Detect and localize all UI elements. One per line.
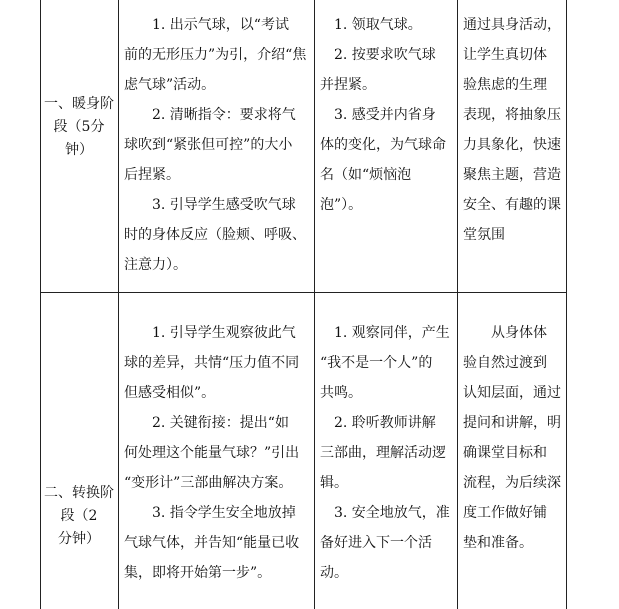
student-step: 2. 按要求吹气球: [334, 47, 436, 63]
intent-line: 确课堂目标和: [463, 445, 547, 461]
stage-line: 段（5分: [53, 119, 105, 135]
intent-line: 认知层面，通过: [463, 385, 561, 401]
intent-line: 安全、有趣的课: [463, 197, 561, 213]
intent-line: 度工作做好铺: [463, 505, 547, 521]
column-divider: [314, 0, 315, 609]
teacher-step: 前的无形压力”为引，介绍“焦: [124, 47, 307, 63]
stage-label-transition: [40, 482, 118, 551]
teacher-step: 时的身体反应（脸颊、呼吸、: [124, 227, 306, 243]
teacher-step: 球的差异，共情“压力值不同: [124, 355, 300, 371]
student-step: 辑。: [320, 475, 348, 491]
intent-line: 流程，为后续深: [463, 475, 561, 491]
student-step: 三部曲，理解活动逻: [320, 445, 446, 461]
teacher-step: 2. 清晰指令：要求将气: [152, 107, 296, 123]
stage-line: 一、暖身阶: [44, 96, 114, 112]
intent-line: 通过具身活动，: [463, 17, 561, 33]
teacher-step: 何处理这个能量气球？”引出: [124, 445, 300, 461]
intent-line: 垫和准备。: [463, 535, 533, 551]
student-step: 1. 观察同伴，产生: [334, 325, 450, 341]
teacher-step: 注意力）。: [124, 257, 187, 273]
design-intent-transition: [463, 318, 563, 558]
teacher-step: 2. 关键衔接：提出“如: [152, 415, 289, 431]
intent-line: 让学生真切体: [463, 47, 547, 63]
design-intent-warmup: [463, 10, 563, 250]
student-activities-warmup: [320, 10, 450, 220]
student-activities-transition: [320, 318, 450, 588]
teacher-activities-transition: [124, 318, 310, 588]
intent-line: 验焦虑的生理: [463, 77, 547, 93]
intent-line: 提问和讲解，明: [463, 415, 561, 431]
teacher-activities-warmup: [124, 10, 310, 280]
student-step: 并捏紧。: [320, 77, 376, 93]
student-step: 名（如“烦恼泡泡”）。: [320, 167, 412, 213]
row-divider: [40, 292, 567, 293]
teacher-step: 虑气球”活动。: [124, 77, 216, 93]
teacher-step: 1. 引导学生观察彼此气: [152, 325, 296, 341]
intent-line: 堂氛围: [463, 227, 505, 243]
teacher-step: 但感受相似”。: [124, 385, 216, 401]
intent-line: 力具象化，快速: [463, 137, 561, 153]
stage-line: 钟）: [65, 142, 93, 158]
column-divider: [457, 0, 458, 609]
table-border-right: [566, 0, 567, 609]
student-step: 2. 聆听教师讲解: [334, 415, 436, 431]
intent-line: 验自然过渡到: [463, 355, 547, 371]
stage-label-warmup: [40, 93, 118, 162]
student-step: “我不是一个人”的: [320, 355, 433, 371]
student-step: 备好进入下一个活: [320, 535, 432, 551]
teacher-step: 3. 引导学生感受吹气球: [152, 197, 296, 213]
teacher-step: 气球气体，并告知“能量已收: [124, 535, 300, 551]
teacher-step: 球吹到“紧张但可控”的大小: [124, 137, 293, 153]
student-step: 3. 感受并内省身: [334, 107, 436, 123]
student-step: 动。: [320, 565, 348, 581]
teacher-step: 1. 出示气球，以“考试: [152, 17, 289, 33]
intent-line: 聚焦主题，营造: [463, 167, 561, 183]
student-step: 体的变化，为气球命: [320, 137, 446, 153]
stage-line: 分钟）: [58, 531, 100, 547]
teacher-step: 后捏紧。: [124, 167, 180, 183]
student-step: 共鸣。: [320, 385, 362, 401]
column-divider: [118, 0, 119, 609]
student-step: 1. 领取气球。: [334, 17, 422, 33]
student-step: 3. 安全地放气，准: [334, 505, 450, 521]
teacher-step: 集，即将开始第一步”。: [124, 565, 272, 581]
teacher-step: “变形计”三部曲解决方案。: [124, 475, 293, 491]
stage-line: 段（2: [60, 508, 98, 524]
teacher-step: 3. 指令学生安全地放掉: [152, 505, 296, 521]
stage-line: 二、转换阶: [44, 485, 114, 501]
intent-line: 表现，将抽象压: [463, 107, 561, 123]
intent-line: 从身体体: [491, 325, 547, 341]
